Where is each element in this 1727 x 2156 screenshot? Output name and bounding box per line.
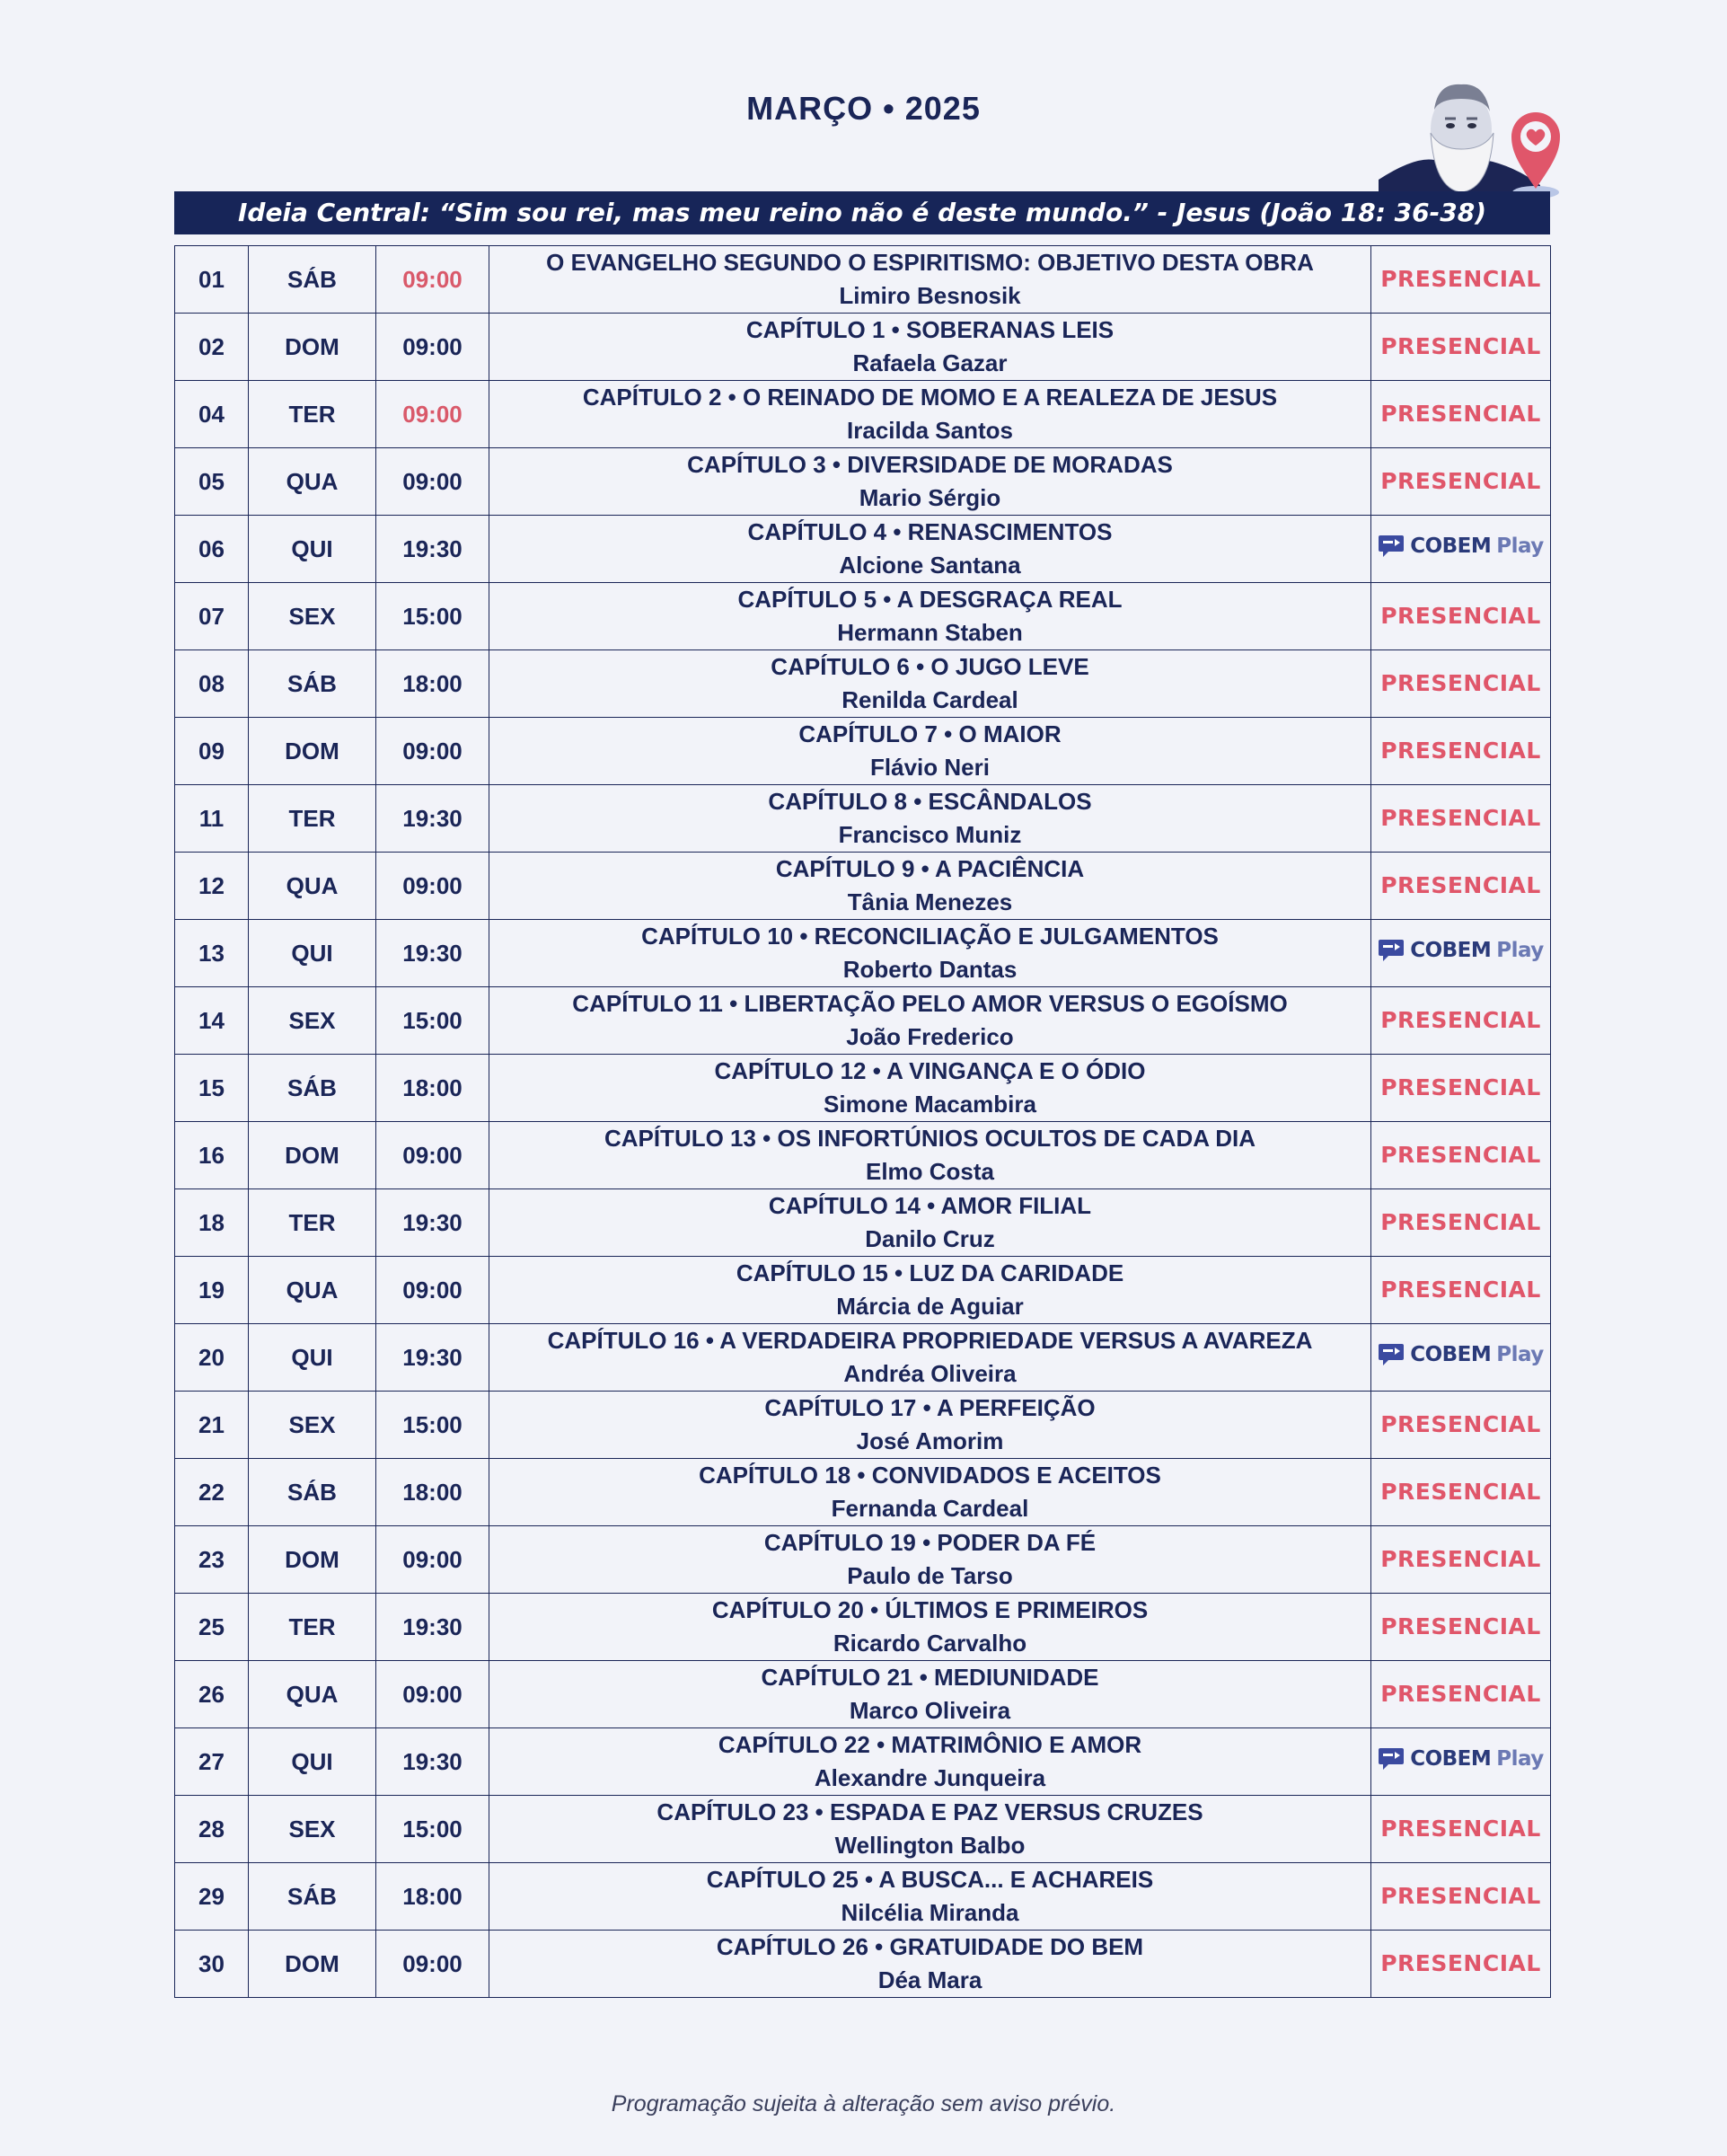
weekday: QUA: [249, 448, 376, 516]
talk-cell: [489, 1459, 1371, 1526]
heart-location-pin-icon: [1509, 110, 1563, 199]
weekday: QUI: [249, 1728, 376, 1796]
table-row: [175, 1392, 1551, 1459]
speaker-name: Simone Macambira: [824, 1091, 1036, 1118]
talk-title: CAPÍTULO 2 • O REINADO DE MOMO E A REALEZA DE JESUS: [582, 384, 1278, 411]
day-number: 19: [175, 1257, 249, 1324]
speaker-name: Mario Sérgio: [859, 484, 1001, 511]
presencial-badge: PRESENCIAL: [1380, 1546, 1541, 1572]
time: 09:00: [376, 853, 489, 920]
mode-cell: [1371, 718, 1551, 785]
presencial-badge: PRESENCIAL: [1380, 738, 1541, 764]
talk-title: CAPÍTULO 8 • ESCÂNDALOS: [768, 788, 1092, 815]
table-row: [175, 1459, 1551, 1526]
talk-title: CAPÍTULO 13 • OS INFORTÚNIOS OCULTOS DE CADA DIA: [604, 1125, 1256, 1152]
speaker-name: Tânia Menezes: [847, 888, 1013, 915]
speaker-name: Fernanda Cardeal: [831, 1495, 1029, 1522]
time: 18:00: [376, 1459, 489, 1526]
speaker-name: Marco Oliveira: [849, 1697, 1011, 1724]
time: 18:00: [376, 1055, 489, 1122]
mode-cell: [1371, 650, 1551, 718]
talk-title: CAPÍTULO 6 • O JUGO LEVE: [771, 653, 1089, 680]
weekday: SÁB: [249, 650, 376, 718]
talk-cell: [489, 1122, 1371, 1189]
table-row: [175, 448, 1551, 516]
presencial-badge: PRESENCIAL: [1380, 1007, 1541, 1033]
talk-cell: [489, 246, 1371, 314]
weekday: TER: [249, 1189, 376, 1257]
mode-cell: [1371, 448, 1551, 516]
presencial-badge: PRESENCIAL: [1380, 1142, 1541, 1168]
speaker-name: Andréa Oliveira: [843, 1360, 1017, 1387]
speaker-name: Renilda Cardeal: [841, 686, 1018, 713]
cobem-word: COBEM: [1410, 1746, 1492, 1771]
table-row: [175, 1324, 1551, 1392]
talk-title: CAPÍTULO 21 • MEDIUNIDADE: [761, 1664, 1099, 1691]
presencial-badge: PRESENCIAL: [1380, 1411, 1541, 1437]
table-row: [175, 1189, 1551, 1257]
presencial-badge: PRESENCIAL: [1380, 603, 1541, 629]
talk-title: CAPÍTULO 1 • SOBERANAS LEIS: [745, 316, 1115, 343]
day-number: 01: [175, 246, 249, 314]
table-row: [175, 516, 1551, 583]
cobem-play-logo: [1378, 534, 1544, 559]
talk-cell: [489, 650, 1371, 718]
talk-title: CAPÍTULO 4 • RENASCIMENTOS: [747, 518, 1113, 545]
talk-title: CAPÍTULO 5 • A DESGRAÇA REAL: [737, 586, 1123, 613]
table-row: [175, 1863, 1551, 1931]
schedule-table: [174, 245, 1551, 1998]
speaker-name: Ricardo Carvalho: [833, 1630, 1027, 1657]
mode-cell: [1371, 516, 1551, 583]
day-number: 08: [175, 650, 249, 718]
speaker-name: Alcione Santana: [839, 552, 1021, 579]
talk-cell: [489, 516, 1371, 583]
presencial-badge: PRESENCIAL: [1380, 266, 1541, 292]
time: 18:00: [376, 1863, 489, 1931]
presencial-badge: PRESENCIAL: [1380, 1613, 1541, 1639]
day-number: 11: [175, 785, 249, 853]
talk-cell: [489, 583, 1371, 650]
speaker-name: Nilcélia Miranda: [841, 1899, 1019, 1926]
table-row: [175, 1055, 1551, 1122]
mode-cell: [1371, 987, 1551, 1055]
speaker-name: Hermann Staben: [837, 619, 1023, 646]
speaker-name: Déa Mara: [877, 1966, 982, 1993]
talk-cell: [489, 448, 1371, 516]
day-number: 16: [175, 1122, 249, 1189]
talk-cell: [489, 1392, 1371, 1459]
talk-title: CAPÍTULO 17 • A PERFEIÇÃO: [764, 1394, 1096, 1421]
talk-title: CAPÍTULO 14 • AMOR FILIAL: [768, 1192, 1092, 1219]
talk-cell: [489, 1257, 1371, 1324]
talk-title: CAPÍTULO 22 • MATRIMÔNIO E AMOR: [718, 1731, 1142, 1758]
day-number: 21: [175, 1392, 249, 1459]
weekday: SÁB: [249, 1459, 376, 1526]
time: 19:30: [376, 785, 489, 853]
table-row: [175, 1661, 1551, 1728]
mode-cell: [1371, 1392, 1551, 1459]
talk-cell: [489, 1728, 1371, 1796]
weekday: DOM: [249, 1526, 376, 1594]
day-number: 29: [175, 1863, 249, 1931]
table-row: [175, 246, 1551, 314]
footer-note: Programação sujeita à alteração sem aviso prévio.: [611, 2091, 1116, 2116]
day-number: 22: [175, 1459, 249, 1526]
table-row: [175, 1122, 1551, 1189]
weekday: SEX: [249, 1796, 376, 1863]
table-row: [175, 1728, 1551, 1796]
time: 09:00: [376, 314, 489, 381]
presencial-badge: PRESENCIAL: [1380, 670, 1541, 696]
table-row: [175, 1526, 1551, 1594]
speaker-name: Márcia de Aguiar: [836, 1293, 1024, 1320]
weekday: QUA: [249, 1661, 376, 1728]
table-row: [175, 987, 1551, 1055]
presencial-badge: PRESENCIAL: [1380, 468, 1541, 494]
talk-cell: [489, 718, 1371, 785]
mode-cell: [1371, 1594, 1551, 1661]
time: 19:30: [376, 1594, 489, 1661]
talk-title: CAPÍTULO 7 • O MAIOR: [798, 720, 1062, 747]
cobem-play-word: Play: [1496, 938, 1544, 962]
weekday: DOM: [249, 314, 376, 381]
time: 18:00: [376, 650, 489, 718]
table-row: [175, 1796, 1551, 1863]
day-number: 20: [175, 1324, 249, 1392]
day-number: 23: [175, 1526, 249, 1594]
mode-cell: [1371, 381, 1551, 448]
presencial-badge: PRESENCIAL: [1380, 1277, 1541, 1303]
mode-cell: [1371, 1526, 1551, 1594]
table-row: [175, 650, 1551, 718]
weekday: SÁB: [249, 246, 376, 314]
presencial-badge: PRESENCIAL: [1380, 1883, 1541, 1909]
talk-title: CAPÍTULO 10 • RECONCILIAÇÃO E JULGAMENTOS: [641, 923, 1219, 950]
day-number: 30: [175, 1931, 249, 1998]
cobem-word: COBEM: [1410, 534, 1492, 558]
mode-cell: [1371, 1257, 1551, 1324]
weekday: SÁB: [249, 1055, 376, 1122]
table-row: [175, 583, 1551, 650]
talk-cell: [489, 1661, 1371, 1728]
speaker-name: Elmo Costa: [865, 1158, 995, 1185]
time: 19:30: [376, 1189, 489, 1257]
mode-cell: [1371, 1661, 1551, 1728]
talk-title: CAPÍTULO 25 • A BUSCA... E ACHAREIS: [706, 1866, 1154, 1893]
time: 19:30: [376, 1324, 489, 1392]
weekday: DOM: [249, 718, 376, 785]
speaker-name: Francisco Muniz: [838, 821, 1022, 848]
weekday: SEX: [249, 987, 376, 1055]
time: 15:00: [376, 1392, 489, 1459]
time: 15:00: [376, 987, 489, 1055]
time: 09:00: [376, 1122, 489, 1189]
talk-title: CAPÍTULO 16 • A VERDADEIRA PROPRIEDADE VERSUS A AVAREZA: [547, 1327, 1313, 1354]
table-row: [175, 718, 1551, 785]
mode-cell: [1371, 1931, 1551, 1998]
speaker-name: José Amorim: [856, 1427, 1004, 1454]
presencial-badge: PRESENCIAL: [1380, 1074, 1541, 1100]
weekday: SEX: [249, 583, 376, 650]
table-row: [175, 920, 1551, 987]
talk-title: CAPÍTULO 18 • CONVIDADOS E ACEITOS: [699, 1462, 1161, 1489]
presencial-badge: PRESENCIAL: [1380, 401, 1541, 427]
presencial-badge: PRESENCIAL: [1380, 1681, 1541, 1707]
mode-cell: [1371, 1324, 1551, 1392]
talk-cell: [489, 1594, 1371, 1661]
time: 09:00: [376, 1526, 489, 1594]
speaker-name: Paulo de Tarso: [847, 1562, 1013, 1589]
weekday: TER: [249, 785, 376, 853]
presencial-badge: PRESENCIAL: [1380, 1479, 1541, 1505]
day-number: 05: [175, 448, 249, 516]
table-row: [175, 853, 1551, 920]
speaker-name: Danilo Cruz: [865, 1225, 995, 1252]
talk-cell: [489, 785, 1371, 853]
presencial-badge: PRESENCIAL: [1380, 333, 1541, 359]
weekday: QUI: [249, 516, 376, 583]
speaker-name: Flávio Neri: [870, 754, 990, 781]
weekday: QUA: [249, 1257, 376, 1324]
talk-cell: [489, 381, 1371, 448]
cobem-play-word: Play: [1496, 1342, 1544, 1366]
talk-cell: [489, 920, 1371, 987]
mode-cell: [1371, 1055, 1551, 1122]
talk-cell: [489, 1189, 1371, 1257]
time: 09:00: [376, 246, 489, 314]
talk-cell: [489, 1526, 1371, 1594]
talk-title: CAPÍTULO 12 • A VINGANÇA E O ÓDIO: [714, 1057, 1146, 1084]
chat-bubble-icon: [1378, 1342, 1405, 1367]
mode-cell: [1371, 920, 1551, 987]
table-row: [175, 314, 1551, 381]
mode-cell: [1371, 853, 1551, 920]
speaker-name: João Frederico: [846, 1023, 1014, 1050]
time: 19:30: [376, 920, 489, 987]
chat-bubble-icon: [1378, 938, 1405, 963]
weekday: SEX: [249, 1392, 376, 1459]
chat-bubble-icon: [1378, 534, 1405, 559]
day-number: 09: [175, 718, 249, 785]
time: 09:00: [376, 1257, 489, 1324]
day-number: 15: [175, 1055, 249, 1122]
weekday: DOM: [249, 1931, 376, 1998]
day-number: 27: [175, 1728, 249, 1796]
talk-cell: [489, 987, 1371, 1055]
day-number: 02: [175, 314, 249, 381]
central-idea-banner: Ideia Central: “Sim sou rei, mas meu reino não é deste mundo.” - Jesus (João 18: 36-38): [174, 191, 1550, 234]
talk-cell: [489, 314, 1371, 381]
cobem-play-word: Play: [1496, 1746, 1544, 1771]
mode-cell: [1371, 583, 1551, 650]
speaker-name: Limiro Besnosik: [839, 282, 1021, 309]
presencial-badge: PRESENCIAL: [1380, 872, 1541, 898]
chat-bubble-icon: [1378, 1746, 1405, 1772]
day-number: 26: [175, 1661, 249, 1728]
day-number: 12: [175, 853, 249, 920]
weekday: TER: [249, 381, 376, 448]
talk-cell: [489, 1055, 1371, 1122]
talk-title: CAPÍTULO 15 • LUZ DA CARIDADE: [736, 1259, 1124, 1286]
talk-title: CAPÍTULO 9 • A PACIÊNCIA: [775, 855, 1085, 882]
mode-cell: [1371, 1459, 1551, 1526]
talk-cell: [489, 1324, 1371, 1392]
mode-cell: [1371, 1122, 1551, 1189]
talk-title: CAPÍTULO 23 • ESPADA E PAZ VERSUS CRUZES: [656, 1798, 1203, 1825]
table-row: [175, 785, 1551, 853]
table-row: [175, 381, 1551, 448]
cobem-play-logo: [1378, 1342, 1544, 1367]
mode-cell: [1371, 785, 1551, 853]
mode-cell: [1371, 246, 1551, 314]
time: 19:30: [376, 1728, 489, 1796]
talk-title: CAPÍTULO 20 • ÚLTIMOS E PRIMEIROS: [711, 1596, 1149, 1623]
mode-cell: [1371, 1189, 1551, 1257]
talk-title: O EVANGELHO SEGUNDO O ESPIRITISMO: OBJETIVO DESTA OBRA: [546, 249, 1314, 276]
day-number: 06: [175, 516, 249, 583]
day-number: 13: [175, 920, 249, 987]
time: 09:00: [376, 718, 489, 785]
cobem-play-word: Play: [1496, 534, 1544, 558]
talk-title: CAPÍTULO 11 • LIBERTAÇÃO PELO AMOR VERSUS O EGOÍSMO: [572, 990, 1288, 1017]
day-number: 28: [175, 1796, 249, 1863]
time: 15:00: [376, 583, 489, 650]
table-row: [175, 1594, 1551, 1661]
cobem-play-logo: [1378, 938, 1544, 963]
presencial-badge: PRESENCIAL: [1380, 1209, 1541, 1235]
day-number: 18: [175, 1189, 249, 1257]
page-title: MARÇO • 2025: [746, 90, 981, 127]
cobem-play-logo: [1378, 1746, 1544, 1772]
table-row: [175, 1931, 1551, 1998]
weekday: TER: [249, 1594, 376, 1661]
speaker-name: Roberto Dantas: [842, 956, 1018, 983]
day-number: 04: [175, 381, 249, 448]
day-number: 07: [175, 583, 249, 650]
time: 09:00: [376, 381, 489, 448]
weekday: QUI: [249, 920, 376, 987]
time: 15:00: [376, 1796, 489, 1863]
time: 09:00: [376, 448, 489, 516]
time: 19:30: [376, 516, 489, 583]
time: 09:00: [376, 1931, 489, 1998]
talk-title: CAPÍTULO 3 • DIVERSIDADE DE MORADAS: [687, 451, 1173, 478]
presencial-badge: PRESENCIAL: [1380, 805, 1541, 831]
cobem-word: COBEM: [1410, 938, 1492, 962]
talk-cell: [489, 853, 1371, 920]
mode-cell: [1371, 314, 1551, 381]
talk-cell: [489, 1931, 1371, 1998]
talk-cell: [489, 1796, 1371, 1863]
weekday: QUA: [249, 853, 376, 920]
weekday: DOM: [249, 1122, 376, 1189]
speaker-name: Rafaela Gazar: [852, 349, 1008, 376]
weekday: SÁB: [249, 1863, 376, 1931]
speaker-name: Wellington Balbo: [834, 1832, 1026, 1859]
talk-cell: [489, 1863, 1371, 1931]
cobem-word: COBEM: [1410, 1342, 1492, 1366]
time: 09:00: [376, 1661, 489, 1728]
mode-cell: [1371, 1728, 1551, 1796]
speaker-name: Alexandre Junqueira: [814, 1764, 1046, 1791]
weekday: QUI: [249, 1324, 376, 1392]
day-number: 25: [175, 1594, 249, 1661]
day-number: 14: [175, 987, 249, 1055]
mode-cell: [1371, 1796, 1551, 1863]
speaker-name: Iracilda Santos: [847, 417, 1013, 444]
table-row: [175, 1257, 1551, 1324]
mode-cell: [1371, 1863, 1551, 1931]
talk-title: CAPÍTULO 19 • PODER DA FÉ: [763, 1529, 1097, 1556]
presencial-badge: PRESENCIAL: [1380, 1950, 1541, 1976]
presencial-badge: PRESENCIAL: [1380, 1816, 1541, 1842]
talk-title: CAPÍTULO 26 • GRATUIDADE DO BEM: [716, 1933, 1144, 1960]
